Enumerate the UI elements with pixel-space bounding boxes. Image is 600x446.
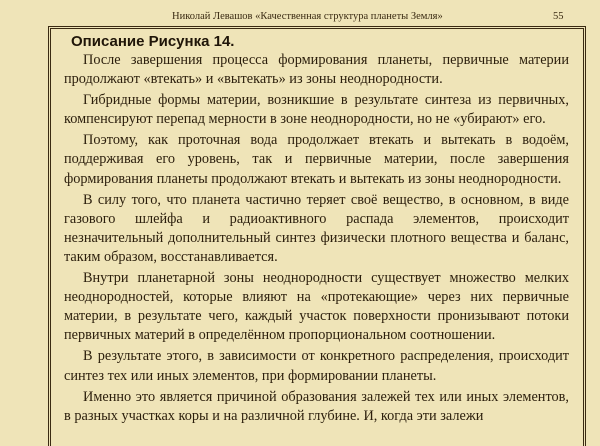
paragraph: Именно это является причиной образования залежей тех или иных элементов, в разных участках коры и на различной глубине. И, когда эти залежи bbox=[64, 388, 569, 424]
running-title: Николай Левашов «Качественная структура планеты Земля» bbox=[172, 11, 443, 22]
paragraph: Гибридные формы материи, возникшие в результате синтеза из первичных, компенсируют перепад мерности в зоне неоднородности, но не «убирают» его. bbox=[64, 92, 569, 128]
text-body bbox=[64, 30, 569, 426]
paragraph: В результате этого, в зависимости от конкретного распределения, происходит синтез тех или иных элементов, при формировании планеты. bbox=[64, 348, 569, 384]
paragraph: В силу того, что планета частично теряет своё вещество, в основном, в виде газового шлейфа и радиоактивного распада элементов, происходит незначительный дополнительный синтез физически плотного вещества и баланс, таким образом, восстанавливается. bbox=[64, 191, 569, 265]
section-title: Описание Рисунка 14. bbox=[71, 33, 235, 50]
paragraph: Поэтому, как проточная вода продолжает втекать и вытекать в водоём, поддерживая его уровень, так и первичные материи, после завершения формирования планеты продолжают втекать и вытекать из зоны неоднородности. bbox=[64, 132, 569, 187]
page-number: 55 bbox=[553, 11, 564, 22]
paragraph: Внутри планетарной зоны неоднородности существует множество мелких неоднородностей, которые влияют на «протекающие» через них первичные материи, в результате чего, каждый участок поверхности пронизывают потоки первичных материй в определённом пропорциональном соотношении. bbox=[64, 270, 569, 344]
paragraph: После завершения процесса формирования планеты, первичные материи продолжают «втекать» и «вытекать» из зоны неоднородности. bbox=[64, 52, 569, 88]
